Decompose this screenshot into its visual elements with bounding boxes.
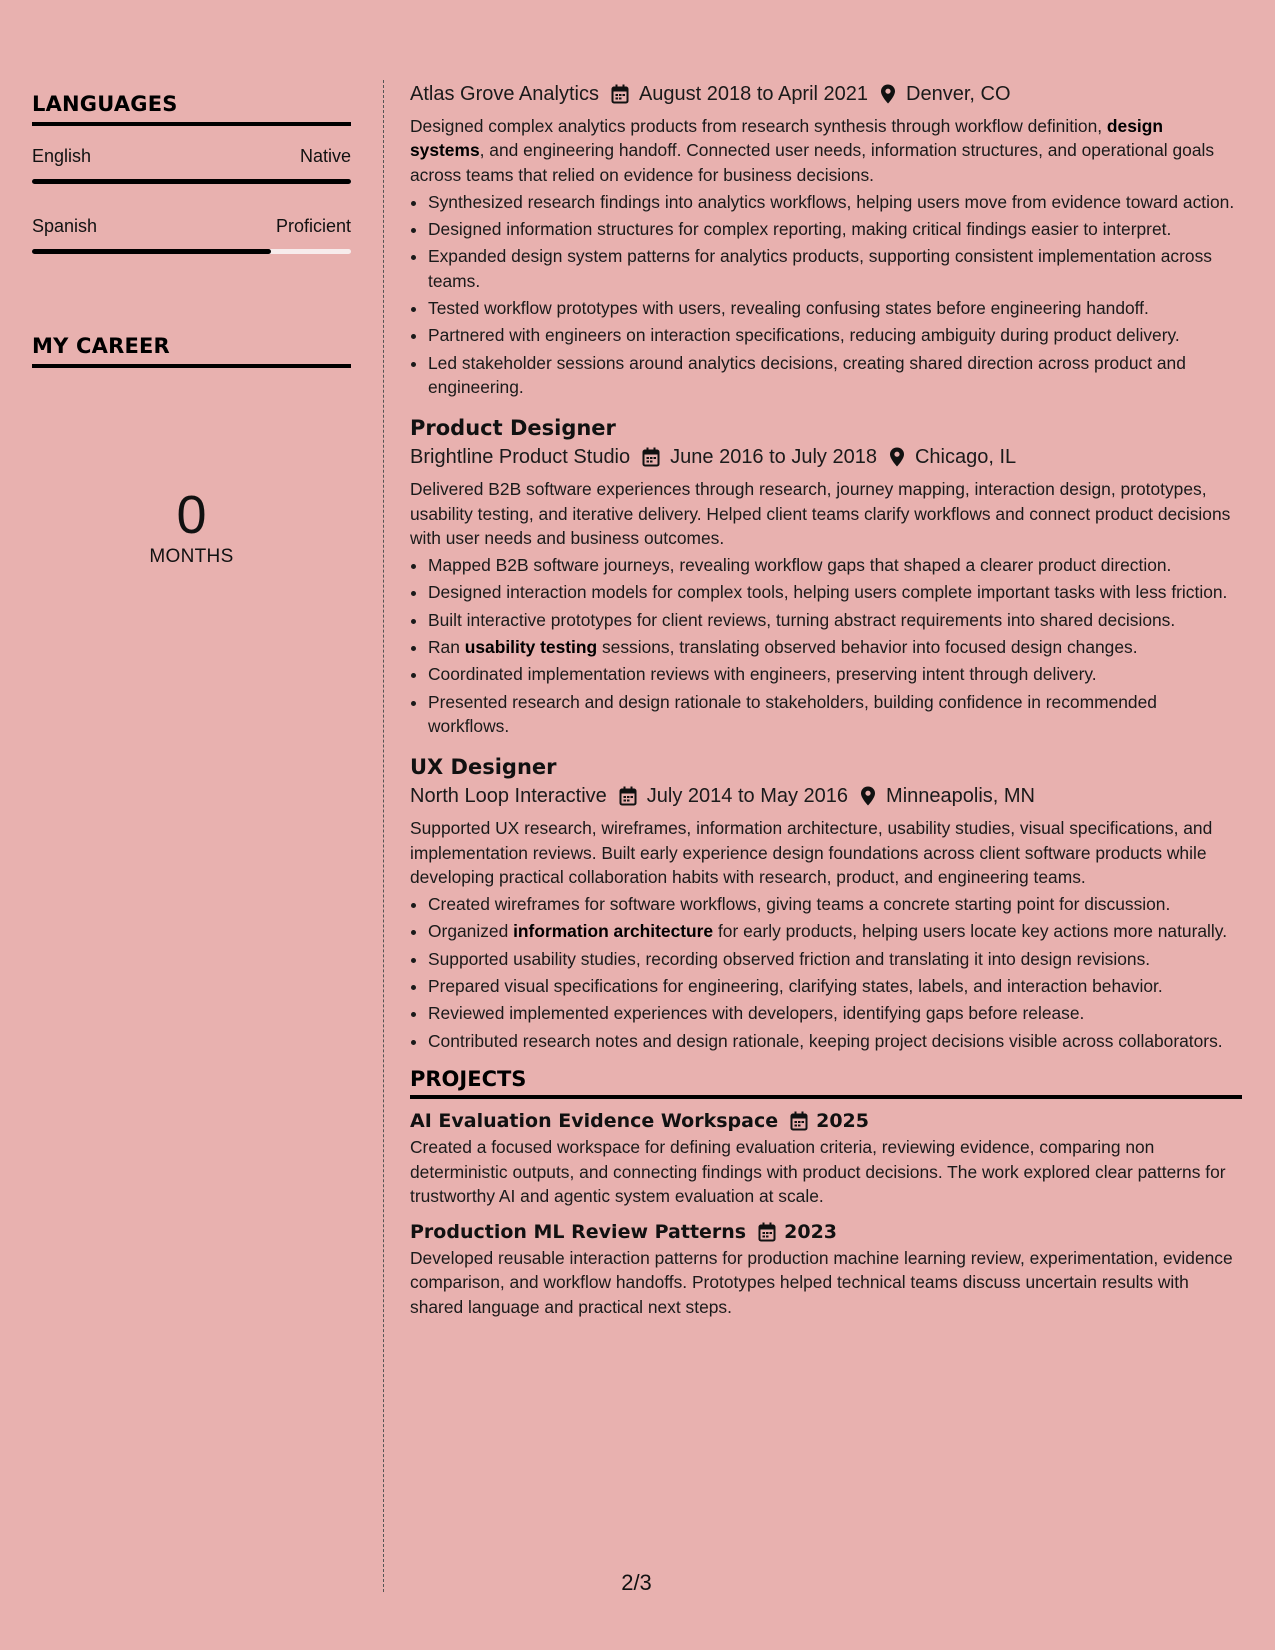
desc-text: Designed complex analytics products from research synthesis through workflow definition, [410,116,1107,136]
project-name: AI Evaluation Evidence Workspace [410,1110,779,1133]
list-item: • Prepared visual specifications for engineering, clarifying states, labels, and interaction behavior. [428,974,1242,998]
job-description: Supported UX research, wireframes, information architecture, usability studies, visual specifications, and implementation reviews. Built early experience design foundations across client software products while developing practical collaboration habits with research, product, and engineering teams. [410,818,1213,887]
job-entry [410,413,1242,738]
list-item: • Coordinated implementation reviews with engineers, preserving intent through delivery. [428,662,1242,686]
calendar-icon [611,84,629,104]
column-divider [383,80,384,1592]
job-dates: August 2018 to April 2021 [638,83,869,105]
page-number [0,1570,1275,1596]
list-item: • Presented research and design rationale to stakeholders, building confidence in recommended workflows. [428,690,1242,739]
language-item-spanish [32,216,351,254]
job-dates: June 2016 to July 2018 [670,446,877,469]
list-item: • Expanded design system patterns for analytics products, supporting consistent implementation across teams. [428,244,1242,293]
project-header [410,1218,1242,1246]
projects-section [410,1067,1242,1319]
career-counter [32,485,351,568]
list-item: • Partnered with engineers on interaction specifications, reducing ambiguity during product delivery. [428,323,1242,347]
calendar-icon [790,1111,808,1131]
list-item: • Tested workflow prototypes with users, revealing confusing states before engineering handoff. [428,296,1242,320]
language-level: Proficient [275,216,351,236]
job-description [410,114,1242,187]
desc-emphasis: design systems [410,116,1163,161]
job-location: Chicago, IL [914,446,1017,469]
job-dates: July 2014 to May 2016 [646,785,849,808]
company-name: North Loop Interactive [410,785,607,808]
projects-heading: PROJECTS [410,1067,1242,1099]
language-item-english [32,146,351,184]
list-item: • Built interactive prototypes for client reviews, turning abstract requirements into shared decisions. [428,608,1242,632]
list-item: • Led stakeholder sessions around analytics decisions, creating shared direction across product and engineering. [428,351,1242,400]
list-item [428,919,1242,943]
language-proficiency-bar [32,249,351,254]
project-name: Production ML Review Patterns [410,1221,747,1244]
calendar-icon [642,447,660,467]
list-item: • Designed interaction models for complex tools, helping users complete important tasks with less friction. [428,580,1242,604]
calendar-icon [758,1222,776,1242]
project-entry [410,1107,1242,1208]
bullet-text: sessions, translating observed behavior into focused design changes. [597,637,1138,658]
job-meta [410,782,1242,810]
career-value: 0 [176,485,207,545]
location-pin-icon [880,84,896,104]
career-heading: MY CAREER [32,334,351,368]
language-name: English [32,146,92,166]
languages-heading: LANGUAGES [32,92,351,126]
list-item: • Designed information structures for complex reporting, making critical findings easier to interpret. [428,217,1242,241]
project-description: Created a focused workspace for defining evaluation criteria, reviewing evidence, comparing non deterministic outputs, and connecting findings with product decisions. The work explored clear patterns for trustworthy AI and agentic system evaluation at scale. [410,1137,1226,1206]
job-location: Minneapolis, MN [886,785,1035,808]
bullet-text: for early products, helping users locate key actions more naturally. [713,921,1228,942]
list-item [428,635,1242,659]
language-name: Spanish [32,216,98,236]
project-description: Developed reusable interaction patterns for production machine learning review, experimentation, evidence comparison, and workflow handoffs. Prototypes helped technical teams discuss uncertain results with shared language and practical next steps. [410,1248,1233,1317]
job-entry [410,80,1242,399]
job-description: Delivered B2B software experiences through research, journey mapping, interaction design, prototypes, usability testing, and iterative delivery. Helped client teams clarify workflows and connect product decisions with user needs and business outcomes. [410,479,1231,548]
bullet-emphasis: usability testing [464,637,598,658]
list-item: • Created wireframes for software workflows, giving teams a concrete starting point for discussion. [428,892,1242,916]
list-item: • Mapped B2B software journeys, revealing workflow gaps that shaped a clearer product direction. [428,553,1242,577]
job-title: UX Designer [410,755,557,780]
calendar-icon [619,786,637,806]
project-year: 2023 [784,1221,838,1244]
career-section [32,334,351,568]
list-item: • Supported usability studies, recording observed friction and translating it into design revisions. [428,947,1242,971]
list-item: • Synthesized research findings into analytics workflows, helping users move from evidence toward action. [428,190,1242,214]
list-item: • Contributed research notes and design rationale, keeping project decisions visible across collaborators. [428,1029,1242,1053]
page-number-text: 2/3 [621,1570,652,1595]
languages-section [32,92,351,254]
language-proficiency-fill [32,179,351,184]
location-pin-icon [889,447,905,467]
location-pin-icon [860,786,876,806]
bullet-text: Ran [428,637,465,658]
job-title: Product Designer [410,416,616,441]
right-column [410,80,1242,1329]
project-year: 2025 [816,1110,869,1133]
language-proficiency-bar [32,179,351,184]
language-level: Native [299,146,351,166]
left-column [32,92,351,568]
project-header [410,1107,1242,1135]
job-entry [410,752,1242,1053]
job-meta [410,443,1242,471]
company-name: Brightline Product Studio [410,446,631,469]
company-name: Atlas Grove Analytics [410,83,599,105]
language-proficiency-fill [32,249,271,254]
job-bullets [410,892,1242,1053]
bullet-emphasis: information architecture [513,921,714,942]
job-meta [410,80,1242,108]
list-item: • Reviewed implemented experiences with developers, identifying gaps before release. [428,1001,1242,1025]
desc-text: , and engineering handoff. Connected user needs, information structures, and operational goals across teams that relied on evidence for business decisions. [410,140,1215,185]
bullet-text: Organized [428,921,514,942]
job-bullets [410,190,1242,399]
career-unit: MONTHS [149,546,234,567]
job-location: Denver, CO [906,83,1011,105]
project-entry [410,1218,1242,1319]
job-bullets [410,553,1242,738]
